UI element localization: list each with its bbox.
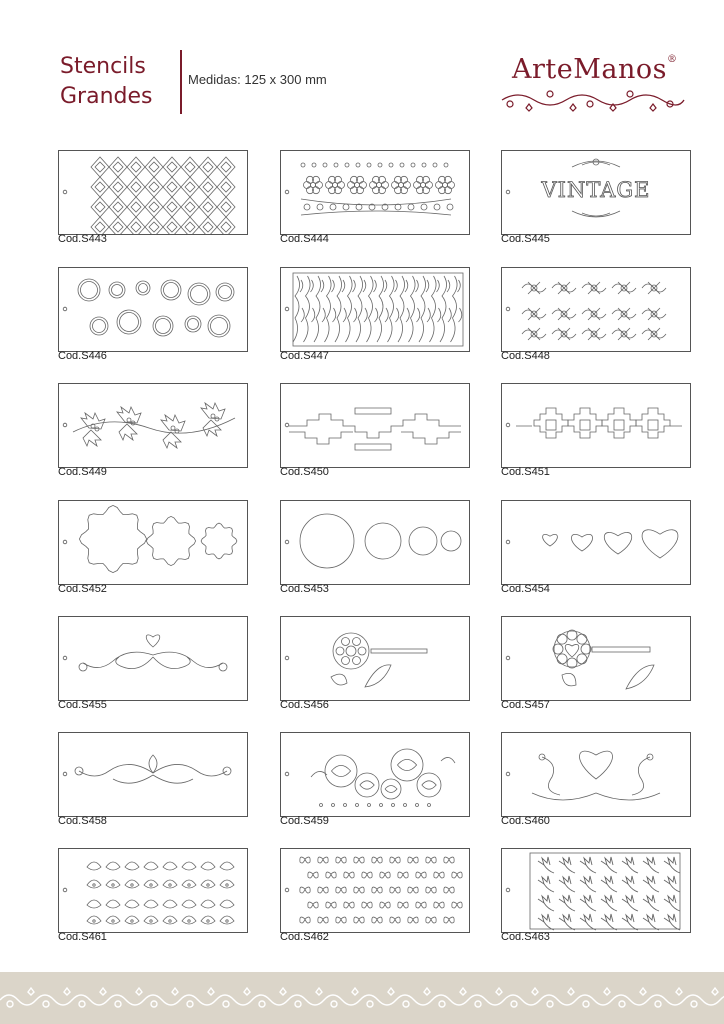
stencil-preview	[280, 267, 470, 352]
stencil-preview	[58, 500, 248, 585]
hang-hole-icon	[285, 307, 289, 311]
aztec-steps-icon	[281, 384, 469, 467]
title-line-1: Stencils	[60, 54, 146, 79]
stencil-preview	[501, 150, 691, 235]
hang-hole-icon	[285, 772, 289, 776]
stencil-preview	[58, 848, 248, 933]
bubbles-icon	[59, 268, 247, 351]
circles-icon	[281, 501, 469, 584]
stencil-card	[280, 383, 470, 487]
title-line-2: Grandes	[60, 84, 153, 109]
hang-hole-icon	[506, 307, 510, 311]
title-divider	[180, 50, 182, 114]
stencil-code: Cod.S444	[280, 233, 329, 245]
stencil-code: Cod.S453	[280, 583, 329, 595]
stencil-card	[58, 383, 248, 487]
stencil-card	[501, 616, 691, 720]
aztec-diamonds-icon	[502, 384, 690, 467]
stencil-code: Cod.S448	[501, 350, 550, 362]
stencil-code: Cod.S459	[280, 815, 329, 827]
stencil-card	[58, 500, 248, 604]
footer-vine-icon	[0, 986, 724, 1012]
hang-hole-icon	[285, 423, 289, 427]
hang-hole-icon	[63, 423, 67, 427]
hang-hole-icon	[63, 190, 67, 194]
stencil-card	[58, 848, 248, 952]
stencil-preview	[280, 732, 470, 817]
zebra-stripes-icon	[281, 268, 469, 351]
brand-name-text: ArteManos	[512, 54, 667, 85]
stencil-code: Cod.S455	[58, 699, 107, 711]
hang-hole-icon	[285, 888, 289, 892]
stencil-preview	[280, 383, 470, 468]
roses-icon	[281, 733, 469, 816]
stencil-preview	[280, 500, 470, 585]
ornament-rows-icon	[502, 268, 690, 351]
stencil-code: Cod.S454	[501, 583, 550, 595]
stencil-code: Cod.S445	[501, 233, 550, 245]
hang-hole-icon	[506, 190, 510, 194]
footer-band	[0, 972, 724, 1024]
hang-hole-icon	[506, 423, 510, 427]
stencil-preview	[501, 732, 691, 817]
hang-hole-icon	[506, 656, 510, 660]
stencil-preview	[501, 267, 691, 352]
stencil-card	[501, 150, 691, 254]
stencil-preview	[280, 616, 470, 701]
stencil-code: Cod.S451	[501, 466, 550, 478]
stencil-card	[501, 500, 691, 604]
hang-hole-icon	[506, 772, 510, 776]
daisy-border-icon	[281, 151, 469, 234]
stencil-card	[501, 732, 691, 836]
stencil-code: Cod.S449	[58, 466, 107, 478]
stencil-card	[280, 732, 470, 836]
stencil-code: Cod.S443	[58, 233, 107, 245]
stencil-preview	[501, 616, 691, 701]
hang-hole-icon	[285, 190, 289, 194]
stencil-preview	[501, 383, 691, 468]
registered-mark: ®	[666, 54, 678, 65]
stencil-preview	[58, 383, 248, 468]
scallop-flowers-icon	[59, 501, 247, 584]
lilies-pattern-icon	[502, 849, 690, 932]
stencil-preview	[280, 848, 470, 933]
leaf-rows-icon	[59, 849, 247, 932]
stencil-preview	[58, 150, 248, 235]
stencil-card	[501, 848, 691, 952]
hang-hole-icon	[63, 307, 67, 311]
flower-stem-icon	[281, 617, 469, 700]
heart-swirl-icon	[502, 733, 690, 816]
stencil-code: Cod.S462	[280, 931, 329, 943]
stencil-code: Cod.S452	[58, 583, 107, 595]
floral-vine-icon	[498, 88, 688, 118]
diamond-lattice-icon	[59, 151, 247, 234]
stencil-card	[58, 267, 248, 371]
stencil-card	[280, 150, 470, 254]
hang-hole-icon	[506, 540, 510, 544]
stencil-preview	[501, 848, 691, 933]
hang-hole-icon	[63, 772, 67, 776]
hang-hole-icon	[285, 656, 289, 660]
hang-hole-icon	[285, 540, 289, 544]
holly-garland-icon	[59, 384, 247, 467]
hang-hole-icon	[63, 656, 67, 660]
stencil-code: Cod.S461	[58, 931, 107, 943]
brand-logo	[498, 54, 688, 120]
stencil-code: Cod.S447	[280, 350, 329, 362]
stencil-preview	[280, 150, 470, 235]
heart-flower-stem-icon	[502, 617, 690, 700]
stencil-code: Cod.S456	[280, 699, 329, 711]
measurements-label: Medidas: 125 x 300 mm	[188, 72, 327, 87]
stencil-code: Cod.S450	[280, 466, 329, 478]
butterflies-icon	[281, 849, 469, 932]
hearts-icon	[502, 501, 690, 584]
stencil-code: Cod.S458	[58, 815, 107, 827]
stencil-card	[280, 848, 470, 952]
stencil-card	[58, 616, 248, 720]
stencil-card	[280, 267, 470, 371]
stencil-code: Cod.S446	[58, 350, 107, 362]
svg-text:VINTAGE: VINTAGE	[541, 178, 651, 202]
hang-hole-icon	[63, 540, 67, 544]
hang-hole-icon	[506, 888, 510, 892]
stencil-card	[280, 616, 470, 720]
stencil-card	[280, 500, 470, 604]
stencil-preview	[58, 616, 248, 701]
brand-name	[512, 54, 677, 85]
stencil-preview	[58, 267, 248, 352]
stencil-card	[58, 732, 248, 836]
stencil-card	[501, 383, 691, 487]
stencil-preview	[58, 732, 248, 817]
hang-hole-icon	[63, 888, 67, 892]
stencil-code: Cod.S463	[501, 931, 550, 943]
stencil-card	[58, 150, 248, 254]
stencil-preview	[501, 500, 691, 585]
page-title	[60, 52, 152, 112]
scroll-flourish-icon	[59, 733, 247, 816]
stencil-card	[501, 267, 691, 371]
heart-flourish-icon	[59, 617, 247, 700]
vintage-text-icon	[502, 151, 690, 234]
stencil-code: Cod.S460	[501, 815, 550, 827]
stencil-code: Cod.S457	[501, 699, 550, 711]
